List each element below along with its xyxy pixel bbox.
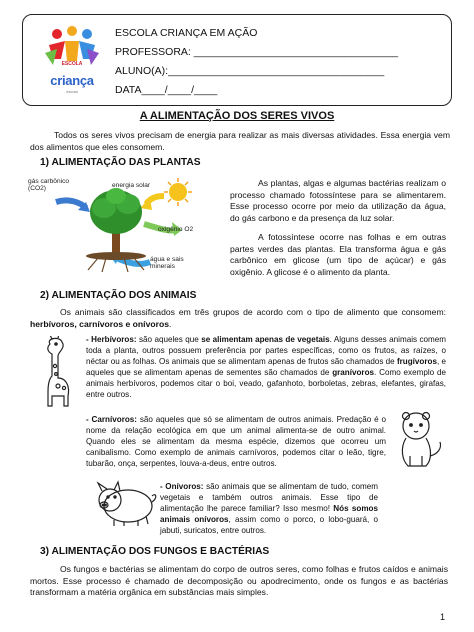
herbivores-text-2: . Alguns desses animais comem toda a planta, outros possuem preferência por partes específicas, como os frutos, as raízes, o néctar ou as folhas. Os animais que se alimentam apenas de frutos são chamados de (86, 335, 447, 366)
pig-illustration (88, 478, 158, 528)
page-title: A ALIMENTAÇÃO DOS SERES VIVOS (139, 110, 335, 122)
omnivores-term: - Onívoros: (160, 482, 204, 491)
giraffe-illustration (36, 336, 80, 408)
animals-intro (30, 307, 446, 330)
plants-paragraph-1: As plantas, algas e algumas bactérias realizam o processo chamado fotossíntese para se alimentarem. Esse processo ocorre por meio da utilização da água, do gás carbono e da presença da luz solar. (230, 178, 446, 223)
date-field: DATA____/____/____ (115, 84, 218, 96)
water-label: água e sais minerais (150, 256, 184, 270)
co2-label: gás carbônico (CO2) (28, 178, 70, 192)
page-number: 1 (440, 612, 446, 622)
lion-illustration (392, 410, 448, 470)
section-fungi-heading: 3) ALIMENTAÇÃO DOS FUNGOS E BACTÉRIAS (40, 546, 270, 557)
intro-paragraph: Todos os seres vivos precisam de energia para realizar as mais diversas atividades. Essa energia vem dos alimentos que eles consomem. (30, 130, 450, 152)
sun-label: energia solar (112, 182, 151, 189)
herbivores-emphasis: se alimentam apenas de vegetais (201, 335, 330, 344)
school-name: ESCOLA CRIANÇA EM AÇÃO (115, 27, 258, 39)
photosynthesis-illustration (28, 174, 218, 274)
logo-tagline: escola (66, 89, 78, 94)
section-animals-heading: 2) ALIMENTAÇÃO DOS ANIMAIS (40, 290, 197, 301)
section-plants-heading: 1) ALIMENTAÇÃO DAS PLANTAS (40, 157, 201, 168)
animals-intro-end: . (168, 318, 172, 329)
omnivores-text-2: , assim como o porco, o lobo-guará, o jabuti, suricatos, entre outros. (160, 515, 378, 535)
herbivores-paragraph (86, 334, 446, 400)
herbivores-text-4: . Como exemplo de animais herbívoros, podemos citar o boi, veado, gafanhoto, borboletas, zebras, elefantes, girafas, entre outros. (86, 368, 446, 399)
teacher-field: PROFESSORA: ___________________________________ (115, 46, 399, 58)
omnivores-text-1: são animais que se alimentam de tudo, comem vegetais e também outros animais. Esse tipo de alimentação lhe parece familiar? Isso mesmo! (160, 482, 378, 513)
granivores-term: granívoros (332, 368, 375, 377)
frugivores-term: frugívoros (396, 357, 437, 366)
o2-label: oxigênio O2 (158, 226, 194, 233)
herbivores-term: - Herbívoros: (86, 335, 137, 344)
fungi-paragraph: Os fungos e bactérias se alimentam do corpo de outros seres, como folhas e frutos caídos e animais mortos. Esse processo é chamado de decomposição ou apodrecimento, onde os fungos e as bactérias transformam a matéria orgânica em substâncias mais simples. (30, 564, 448, 597)
school-logo (31, 25, 113, 97)
omnivores-paragraph (160, 481, 378, 536)
carnivores-text: são aqueles que só se alimentam de outros animais. Predação é o nome da relação ecológica em que um animal alimenta-se de outro animal. Quando eles se alimentam da mesma espécie, dizemos que ocorreu um canibalismo. Como exemplo de animais carnívoros, podemos citar o leão, tigre, tubarão, onça, serpentes, louva-a-deus, entre outros. (86, 415, 387, 468)
tree-icon (86, 188, 146, 272)
header-box (22, 14, 452, 106)
logo-small-text: ESCOLA (61, 61, 83, 67)
student-field: ALUNO(A):_____________________________________ (115, 65, 385, 77)
logo-wordmark: criança (50, 73, 94, 88)
herbivores-text-1: são aqueles que (136, 335, 202, 344)
herbivores-text-3: , e aqueles que se alimentam apenas de sementes são chamados de (86, 357, 447, 377)
omnivores-emphasis: Nós somos animais onívoros (160, 504, 378, 524)
plants-paragraph-2: A fotossíntese ocorre nas folhas e em outras partes verdes das plantas. Ela transforma água e gás carbônico em glicose (um tipo de açúcar) e gás oxigênio. A glicose é o alimento da planta. (230, 232, 446, 277)
carnivores-paragraph (86, 414, 386, 469)
animals-intro-text: Os animais são classificados em três grupos de acordo com o tipo de alimento que consomem: (60, 307, 446, 317)
carnivores-term: - Carnívoros: (86, 415, 137, 424)
animals-groups: herbívoros, carnívoros e onívoros (30, 318, 169, 329)
